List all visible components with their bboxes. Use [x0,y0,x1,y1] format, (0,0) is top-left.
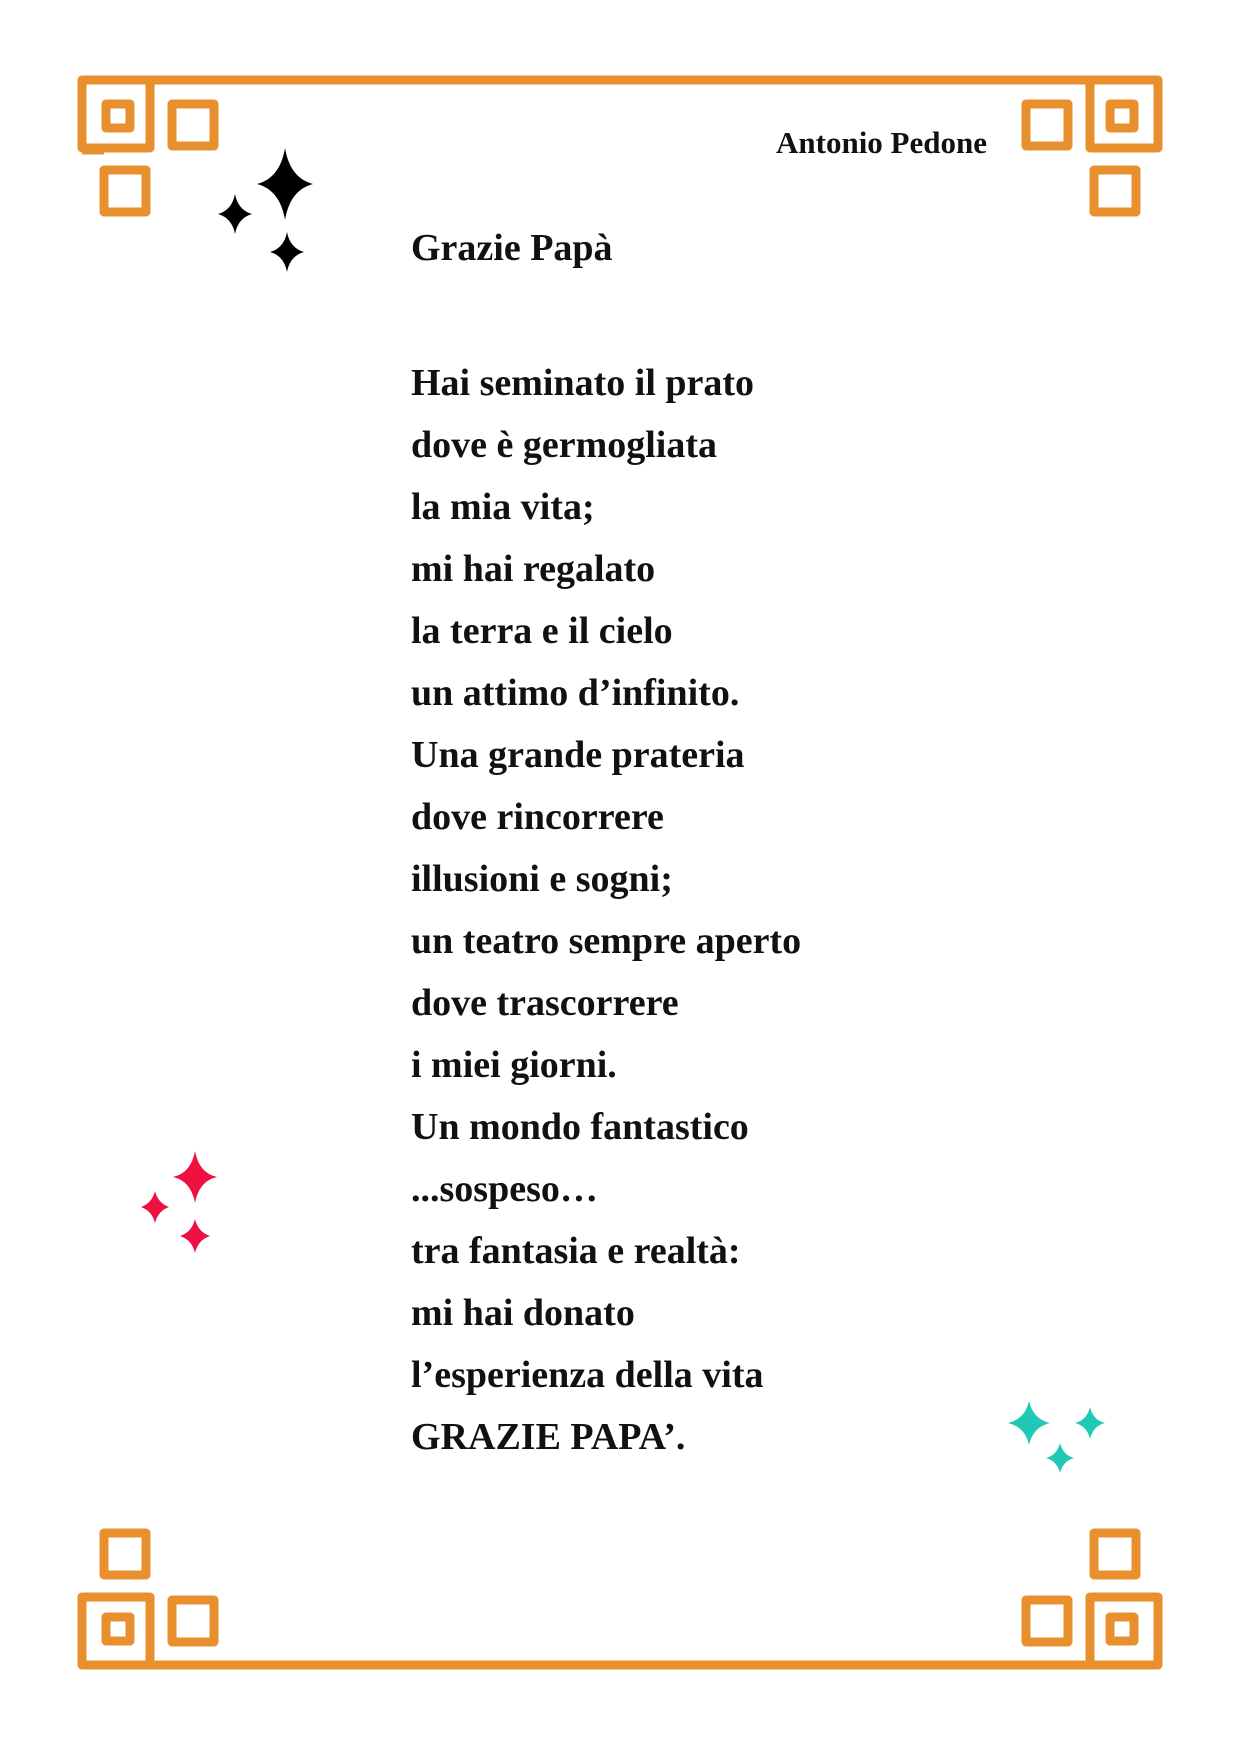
four-point-star-icon [210,140,320,280]
greek-key-corner-icon [1026,1533,1158,1665]
poem-verse: Hai seminato il prato [411,362,755,404]
poem-verse: mi hai donato [411,1292,635,1334]
poem-verse: ...sospeso… [411,1168,598,1210]
four-point-star-icon [1000,1395,1115,1480]
poem-title: Grazie Papà [411,227,613,269]
poem-verse: i miei giorni. [411,1044,617,1086]
author-name: Antonio Pedone [776,125,987,160]
poem-verse: dove rincorrere [411,796,664,838]
poem-verse: la mia vita; [411,486,595,528]
poem-verse: la terra e il cielo [411,610,673,652]
greek-key-corner-icon [1026,80,1158,212]
poem-verse: dove è germogliata [411,424,718,466]
poem-verse: un attimo d’infinito. [411,672,740,714]
poem-verse: Una grande prateria [411,734,745,776]
poem-verse: Un mondo fantastico [411,1106,749,1148]
poem-verse: l’esperienza della vita [411,1354,764,1396]
poem-verse: dove trascorrere [411,982,679,1024]
poem-verses [411,352,801,1468]
poem-verse: mi hai regalato [411,548,656,590]
poem-verse: un teatro sempre aperto [411,920,802,962]
poem-verse: illusioni e sogni; [411,858,673,900]
poem-verse-closing: GRAZIE PAPA’. [411,1416,686,1458]
four-point-star-icon [135,1145,225,1265]
greek-key-corner-icon [82,1533,214,1665]
poem-verse: tra fantasia e realtà: [411,1230,741,1272]
greek-key-corner-icon [82,80,214,212]
